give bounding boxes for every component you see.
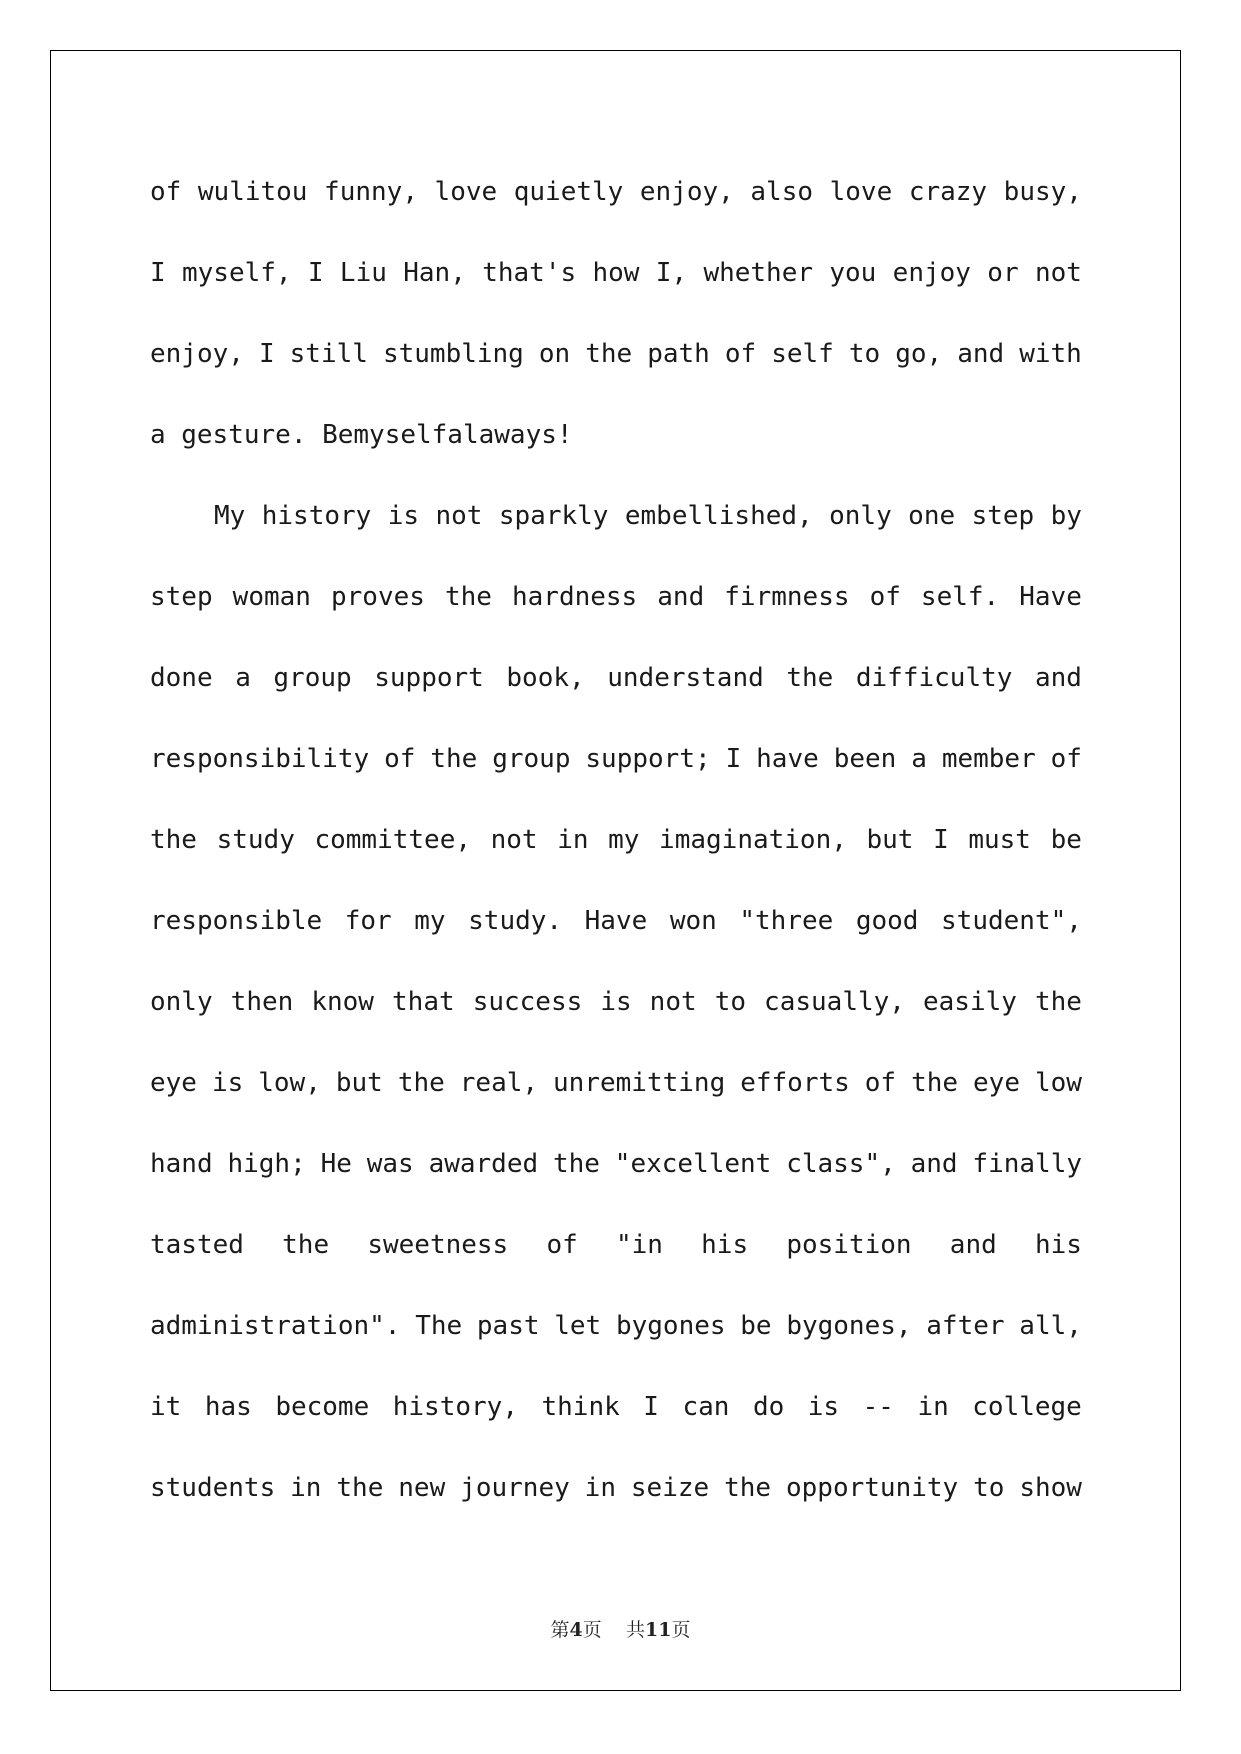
word: love — [434, 177, 498, 207]
word: difficulty — [855, 663, 1013, 693]
word: to — [973, 1473, 1005, 1503]
word: busy, — [1003, 177, 1082, 207]
word: of — [869, 582, 901, 612]
word: or — [987, 258, 1019, 288]
word: I — [258, 339, 275, 369]
word: bygones, — [786, 1311, 912, 1341]
word: Have — [1019, 582, 1082, 612]
word: a — [911, 744, 927, 774]
word: book, — [506, 663, 585, 693]
word: path — [647, 339, 710, 369]
word: by — [1050, 501, 1082, 531]
word: group — [492, 744, 571, 774]
word: and — [957, 339, 1005, 369]
word: the — [911, 1068, 959, 1098]
word: the — [552, 1149, 600, 1179]
word: the — [282, 1230, 330, 1260]
word: finally — [972, 1149, 1082, 1179]
word: go, — [895, 339, 943, 369]
word: history — [261, 501, 372, 531]
word: won — [669, 906, 717, 936]
word: unremitting — [553, 1068, 726, 1098]
word: one — [908, 501, 956, 531]
word: be — [740, 1311, 772, 1341]
word: in — [584, 1473, 616, 1503]
word: students — [150, 1473, 276, 1503]
word: show — [1019, 1473, 1082, 1503]
word: opportunity — [786, 1473, 959, 1503]
word: that's — [482, 258, 577, 288]
word: woman — [232, 582, 311, 612]
word: low, — [258, 1068, 321, 1098]
word: step — [971, 501, 1035, 531]
word: a — [150, 420, 166, 450]
word: not — [490, 825, 538, 855]
word: new — [398, 1473, 446, 1503]
word: seize — [630, 1473, 710, 1503]
word: quietly — [513, 177, 624, 207]
word: only — [150, 987, 213, 1017]
word: tasted — [150, 1230, 244, 1260]
word: step — [150, 582, 213, 612]
word: embellished, — [624, 501, 813, 531]
word: eye — [150, 1068, 197, 1098]
word: that — [392, 987, 455, 1017]
word: firmness — [724, 582, 850, 612]
text-line — [150, 1448, 1082, 1529]
word: The — [415, 1311, 463, 1341]
word: self. — [920, 582, 1000, 612]
word: must — [968, 825, 1031, 855]
word: enjoy — [892, 258, 971, 288]
word: only — [829, 501, 892, 531]
word: Have — [584, 906, 648, 936]
text-line — [150, 800, 1082, 881]
footer-total-prefix: 共 — [625, 1619, 645, 1641]
word: enjoy, — [639, 177, 734, 207]
footer-page-suffix: 页 — [582, 1619, 602, 1641]
word: my — [414, 906, 446, 936]
word: of — [724, 339, 757, 369]
word: support; — [585, 744, 711, 774]
word: group — [273, 663, 352, 693]
text-line — [150, 1286, 1082, 1367]
word: his — [701, 1230, 749, 1260]
word: love — [829, 177, 893, 207]
word: not — [1034, 258, 1082, 288]
page-footer — [0, 1615, 1241, 1642]
word: how — [592, 258, 640, 288]
word: college — [972, 1392, 1082, 1422]
word: I — [150, 258, 166, 288]
word: the — [724, 1473, 772, 1503]
word: success — [472, 987, 583, 1017]
footer-total-suffix: 页 — [671, 1619, 691, 1641]
word: whether — [703, 258, 814, 288]
word: you — [829, 258, 877, 288]
word: still — [289, 339, 368, 369]
text-line — [150, 233, 1082, 314]
word: is — [211, 1068, 244, 1098]
word: know — [311, 987, 374, 1017]
word: myself, — [182, 258, 292, 288]
word: of — [546, 1230, 578, 1260]
word: responsible — [150, 906, 323, 936]
word: I — [725, 744, 742, 774]
word: the — [430, 744, 478, 774]
word: of — [864, 1068, 897, 1098]
word: My — [214, 501, 246, 531]
word: not — [435, 501, 483, 531]
word: the — [786, 663, 834, 693]
word: Bemyselfalaways! — [322, 420, 573, 450]
word: of — [1050, 744, 1082, 774]
word: wulitou — [197, 177, 308, 207]
word: his — [1034, 1230, 1082, 1260]
word: of — [150, 177, 182, 207]
word: past — [476, 1311, 540, 1341]
current-page-number: 4 — [569, 1619, 583, 1641]
word: my — [608, 825, 640, 855]
word: done — [150, 663, 213, 693]
word: on — [538, 339, 571, 369]
word: I — [307, 258, 324, 288]
word: support — [374, 663, 484, 693]
word: study — [216, 825, 295, 855]
text-line — [150, 557, 1082, 638]
text-line — [150, 638, 1082, 719]
word: all, — [1019, 1311, 1082, 1341]
word: in — [917, 1392, 949, 1422]
word: the — [444, 582, 492, 612]
word: -- — [862, 1392, 894, 1422]
word: administration". — [150, 1311, 401, 1341]
word: but — [335, 1068, 383, 1098]
text-line — [150, 395, 1082, 476]
word: and — [657, 582, 705, 612]
word: to — [848, 339, 881, 369]
word: the — [336, 1473, 384, 1503]
word: funny, — [324, 177, 418, 207]
word: position — [786, 1230, 912, 1260]
word: "in — [615, 1230, 663, 1260]
text-line — [150, 314, 1082, 395]
word: and — [910, 1149, 958, 1179]
word: be — [1050, 825, 1082, 855]
word: been — [833, 744, 897, 774]
text-line — [150, 1043, 1082, 1124]
word: become — [275, 1392, 370, 1422]
word: in — [290, 1473, 322, 1503]
text-line — [150, 881, 1082, 962]
word: awarded — [428, 1149, 539, 1179]
word: journey — [460, 1473, 570, 1503]
word: the — [150, 825, 197, 855]
word: do — [752, 1392, 785, 1422]
word: was — [366, 1149, 414, 1179]
word: the — [585, 339, 633, 369]
word: I — [933, 825, 949, 855]
word: think — [541, 1392, 620, 1422]
word: stumbling — [382, 339, 524, 369]
word: member — [941, 744, 1036, 774]
text-line — [150, 719, 1082, 800]
word: sweetness — [367, 1230, 509, 1260]
text-line — [150, 1124, 1082, 1205]
word: "three — [739, 906, 834, 936]
word: has — [204, 1392, 252, 1422]
word: is — [807, 1392, 840, 1422]
word: committee, — [314, 825, 472, 855]
word: imagination, — [659, 825, 847, 855]
word: the — [1034, 987, 1082, 1017]
word: not — [649, 987, 697, 1017]
word: and — [1034, 663, 1082, 693]
word: after — [926, 1311, 1005, 1341]
word: self — [771, 339, 834, 369]
word: He — [320, 1149, 352, 1179]
word: sparkly — [498, 501, 609, 531]
word: class", — [786, 1149, 896, 1179]
word: crazy — [908, 177, 988, 207]
word: it — [150, 1392, 182, 1422]
word: responsibility — [150, 744, 370, 774]
word: good — [855, 906, 919, 936]
word: with — [1019, 339, 1082, 369]
word: a — [235, 663, 251, 693]
word: and — [949, 1230, 997, 1260]
word: "excellent — [614, 1149, 772, 1179]
word: gesture. — [181, 420, 307, 450]
word: hand — [150, 1149, 213, 1179]
word: I, — [655, 258, 688, 288]
text-line — [150, 152, 1082, 233]
word: high; — [227, 1149, 306, 1179]
word: of — [384, 744, 416, 774]
word: is — [387, 501, 420, 531]
word: for — [344, 906, 392, 936]
word: but — [866, 825, 914, 855]
word: then — [230, 987, 294, 1017]
word: I — [643, 1392, 659, 1422]
word: hardness — [511, 582, 638, 612]
text-line — [150, 1205, 1082, 1286]
word: study. — [468, 906, 563, 936]
word: student", — [941, 906, 1082, 936]
word: can — [682, 1392, 730, 1422]
footer-prefix: 第 — [550, 1619, 570, 1641]
word: efforts — [740, 1068, 850, 1098]
word: bygones — [615, 1311, 726, 1341]
word: in — [557, 825, 589, 855]
word: proves — [331, 582, 425, 612]
word: is — [600, 987, 632, 1017]
word: history, — [392, 1392, 518, 1422]
word: the — [397, 1068, 445, 1098]
word: to — [714, 987, 746, 1017]
word: Han, — [403, 258, 466, 288]
word: real, — [459, 1068, 539, 1098]
word: casually, — [764, 987, 905, 1017]
text-line — [150, 962, 1082, 1043]
word: also — [750, 177, 814, 207]
text-line — [150, 476, 1082, 557]
word: low — [1034, 1068, 1082, 1098]
word: have — [756, 744, 819, 774]
word: let — [554, 1311, 602, 1341]
word: easily — [922, 987, 1017, 1017]
word: Liu — [339, 258, 387, 288]
word: understand — [607, 663, 764, 693]
word: enjoy, — [150, 339, 244, 369]
document-body — [150, 152, 1082, 1529]
text-line — [150, 1367, 1082, 1448]
total-page-count: 11 — [644, 1619, 672, 1641]
word: eye — [973, 1068, 1020, 1098]
